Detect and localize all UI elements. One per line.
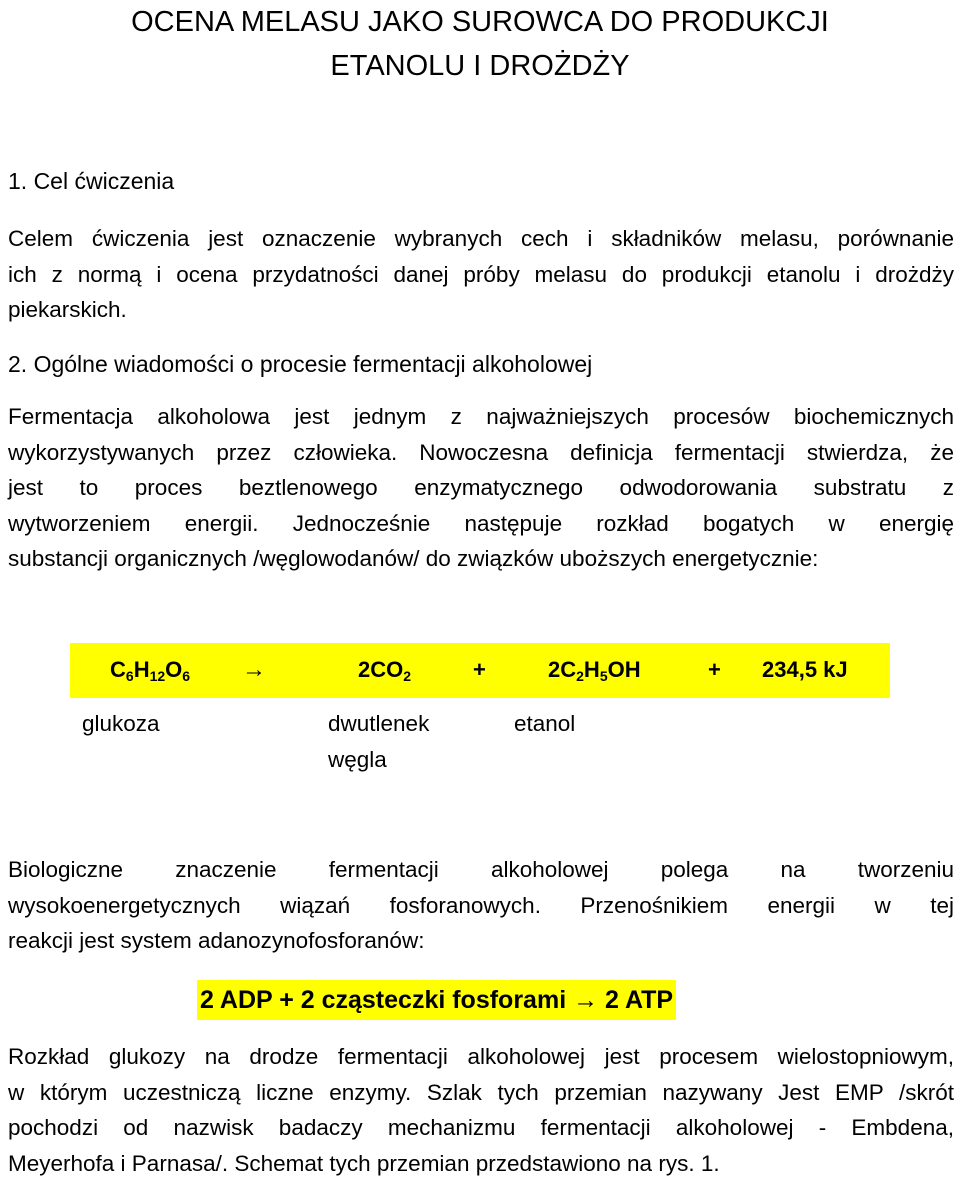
atp-equation: 2 ADP + 2 cząsteczki fosforami → 2 ATP: [197, 980, 676, 1020]
co2-formula: $2CO_2$: [358, 655, 411, 685]
energy-value: 234,5 kJ: [762, 655, 848, 685]
co2-label-line-1: dwutlenek: [328, 706, 429, 742]
paragraph-line: ich z normą i ocena przydatności danej próby melasu do produkcji etanolu i drożdży: [8, 257, 954, 293]
glucose-formula: $C_6H_{12}O_6$: [110, 655, 190, 685]
section-1-paragraph: [8, 221, 954, 328]
paragraph-line: w którym uczestniczą liczne enzymy. Szlak tych przemian nazywany Jest EMP /skrót: [8, 1075, 954, 1111]
glucose-label: glukoza: [82, 706, 160, 742]
paragraph-line: substancji organicznych /węglowodanów/ do związków uboższych energetycznie:: [8, 541, 954, 577]
ethanol-formula: $2C_2H_5OH$: [548, 655, 641, 685]
paragraph-line: Rozkład glukozy na drodze fermentacji alkoholowej jest procesem wielostopniowym,: [8, 1039, 954, 1075]
paragraph-line: wysokoenergetycznych wiązań fosforanowych. Przenośnikiem energii w tej: [8, 888, 954, 924]
reaction-arrow: →: [242, 655, 266, 685]
paragraph-line: wykorzystywanych przez człowieka. Nowoczesna definicja fermentacji stwierdza, że: [8, 435, 954, 471]
section-2-heading: 2. Ogólne wiadomości o procesie fermentacji alkoholowej: [8, 349, 592, 379]
paragraph-line: Meyerhofa i Parnasa/. Schemat tych przemian przedstawiono na rys. 1.: [8, 1146, 954, 1181]
paragraph-line: wytworzeniem energii. Jednocześnie następuje rozkład bogatych w energię: [8, 506, 954, 542]
ethanol-label: etanol: [514, 706, 575, 742]
plus-sign: +: [708, 655, 721, 685]
section-1-heading: 1. Cel ćwiczenia: [8, 166, 174, 196]
fermentation-equation: [70, 643, 890, 698]
document-title: [0, 0, 960, 88]
title-line-2: ETANOLU I DROŻDŻY: [0, 44, 960, 88]
title-line-1: OCENA MELASU JAKO SUROWCA DO PRODUKCJI: [0, 0, 960, 44]
section-3-paragraph: [8, 852, 954, 959]
paragraph-line: Fermentacja alkoholowa jest jednym z najważniejszych procesów biochemicznych: [8, 399, 954, 435]
section-4-paragraph: [8, 1039, 954, 1181]
paragraph-line: reakcji jest system adanozynofosforanów:: [8, 923, 954, 959]
paragraph-line: pochodzi od nazwisk badaczy mechanizmu fermentacji alkoholowej - Embdena,: [8, 1110, 954, 1146]
co2-label-line-2: węgla: [328, 742, 387, 778]
paragraph-line: jest to proces beztlenowego enzymatycznego odwodorowania substratu z: [8, 470, 954, 506]
section-2-paragraph: [8, 399, 954, 577]
paragraph-line: Biologiczne znaczenie fermentacji alkoholowej polega na tworzeniu: [8, 852, 954, 888]
plus-sign: +: [473, 655, 486, 685]
paragraph-line: piekarskich.: [8, 292, 954, 328]
paragraph-line: Celem ćwiczenia jest oznaczenie wybranych cech i składników melasu, porównanie: [8, 221, 954, 257]
